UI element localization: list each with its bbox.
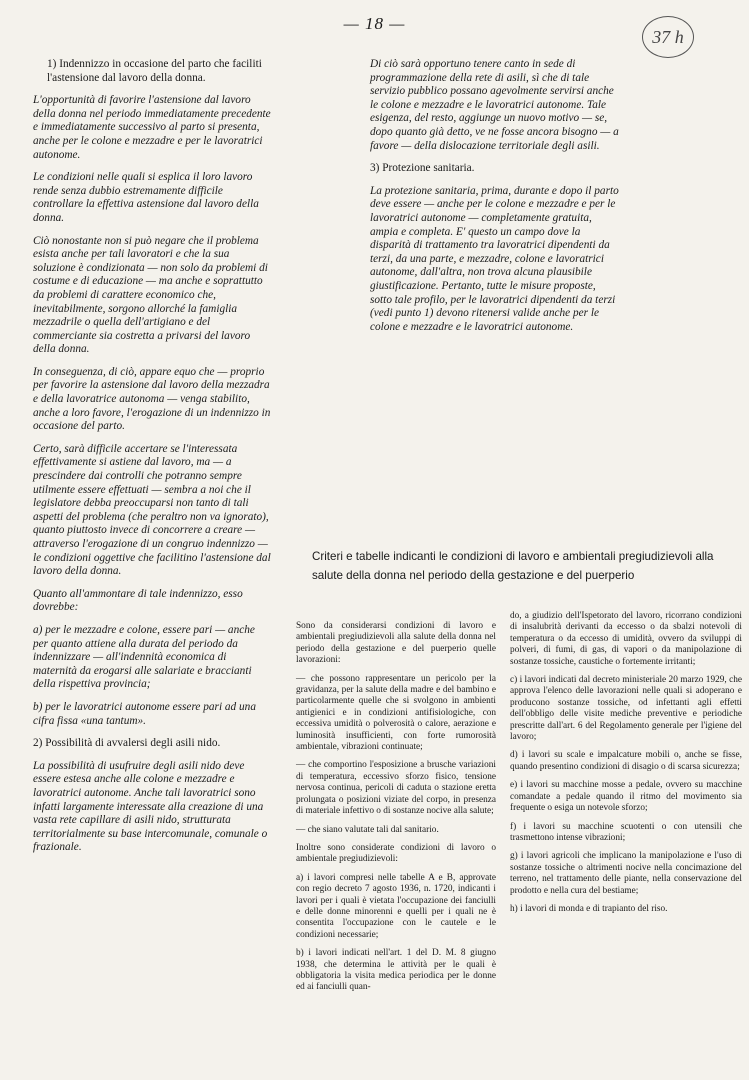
list-item: b) per le lavoratrici autonome essere pari ad una cifra fissa «una tantum». [33,700,256,727]
annex-item: d) i lavori su scale e impalcature mobili o, anche se fisse, quando presentino condizioni di disagio o di scarsa sicurezza; [510,750,742,772]
annex-item: h) i lavori di monda e di trapianto del riso. [510,903,668,914]
annex-paragraph: — che siano valutate tali dal sanitario. [296,824,439,835]
section-1-heading: 1) Indennizzo in occasione del parto che faciliti l'astensione dal lavoro della donna. [47,58,262,84]
right-column [370,58,620,343]
left-column [33,58,271,864]
annex-title: Criteri e tabelle indicanti le condizioni di lavoro e ambientali pregiudizievoli alla salute della donna nel periodo della gestazione e del puerperio [312,550,714,582]
archive-stamp: 37 h [642,16,694,58]
annex-paragraph: Inoltre sono considerate condizioni di lavoro o ambientale pregiudizievoli: [296,842,496,865]
annex-column-left [296,621,496,1001]
paragraph: Certo, sarà difficile accertare se l'interessata effettivamente si astiene dal lavoro, ma — a prescindere dai controlli che potranno sempre utilmente essere effettuati — sembra a noi che il legislatore debba preoccuparsi non tanto di tali aspetti del problema (che peraltro non va ignorato), quanto piuttosto invece di concorrere a creare — attraverso l'erogazione di un congruo indennizzo — le condizioni oggettive che facilitino l'astensione dal lavoro della donna. [33,442,271,578]
annex-item: a) i lavori compresi nelle tabelle A e B, approvate con regio decreto 7 agosto 1936, n. 1720, indicanti i lavori per i quali è vietata l'occupazione dei fanciulli e delle donne minorenni e quelli per i quali ne è consentita l'occupazione con le cautele e le condizioni necessarie; [296,872,496,940]
section-3-heading: 3) Protezione sanitaria. [370,162,475,175]
annex-paragraph: Sono da considerarsi condizioni di lavoro e ambientali pregiudizievoli alla salute della donna nel periodo della gestazione e del puerperio quelle lavorazioni: [296,621,496,666]
paragraph: La protezione sanitaria, prima, durante e dopo il parto deve essere — anche per le colone e mezzadre e per le lavoratrici autonome — completamente gratuita, ampia e completa. E' questo un campo dove la disparità di trattamento tra lavoratrici dipendenti da terzi, da una parte, e mezzadre, colone e lavoratrici autonome, dall'altra, non trova alcuna plausibile giustificazione. Pertanto, tutte le misure proposte, sotto tale profilo, per le lavoratrici dipendenti da terzi (vedi punto 1) devono ritenersi valide anche per le colone e mezzadre e le lavoratrici autonome. [370,184,619,333]
annex-column-right [510,611,742,922]
annex-paragraph: — che comportino l'esposizione a brusche variazioni di temperatura, eccessivo sforzo fisico, tensione nervosa continua, pericoli di caduta o stazione eretta prolungata o posizioni viziate del corpo, in presenza di materiale infettivo o di sostanze nocive alla salute; [296,760,496,817]
section-2-heading: 2) Possibilità di avvalersi degli asili nido. [33,737,221,750]
page-number: — 18 — [343,14,406,33]
list-item: a) per le mezzadre e colone, essere pari — anche per quanto attiene alla durata del periodo da indennizzare — all'indennità economica di maternità da erogarsi alle salariate e braccianti della rispettiva provincia; [33,623,255,691]
paragraph: Di ciò sarà opportuno tenere canto in sede di programmazione della rete di asili, sì che di tale servizio pubblico possano agevolmente servirsi anche le colone e mezzadre e le lavoratrici autonome. Tale esigenza, del resto, aggiunge un nuovo motivo — se, dopo quanto già detto, ve ne fosse ancora bisogno — a favore — della dislocazione territoriale degli asili. [370,58,619,152]
annex-item: c) i lavori indicati dal decreto ministeriale 20 marzo 1929, che approva l'elenco delle lavorazioni nelle quali si adoperano e producono sostanze tossiche, od infettanti agli effetti dell'obbligo delle visite mediche preventive e periodiche prescritte dall'art. 6 del Regolamento generale per l'igiene del lavoro; [510,675,742,743]
paragraph: Le condizioni nelle quali si esplica il loro lavoro rende senza dubbio estremamente difficile controllare la effettiva astensione dal lavoro della donna. [33,171,259,224]
paragraph: L'opportunità di favorire l'astensione dal lavoro della donna nel periodo immediatamente precedente e immediatamente successivo al parto si presenta, anche per le colone e mezzadre e per le lavoratrici autonome. [33,94,271,161]
paragraph: Quanto all'ammontare di tale indennizzo, esso dovrebbe: [33,587,243,614]
paragraph: In conseguenza, di ciò, appare equo che — proprio per favorire la astensione dal lavoro della mezzadra e della lavoratrice autonoma — venga stabilito, anche a loro favore, l'erogazione di un indennizzo in occasione del parto. [33,365,271,433]
annex-item: g) i lavori agricoli che implicano la manipolazione e l'uso di sostanze tossiche o altrimenti nocive nella concimazione del terreno, nel trattamento delle piante, nella conservazione del prodotto e nella cura del bestiame; [510,851,742,896]
annex-item: e) i lavori su macchine mosse a pedale, ovvero su macchine comandate a pedale quando il ritmo del movimento sia frequente o esiga un notevole sforzo; [510,780,742,814]
annex-item: f) i lavori su macchine scuotenti o con utensili che trasmettono intense vibrazioni; [510,821,742,843]
annex-item: do, a giudizio dell'Ispetorato del lavoro, ricorrano condizioni di insalubrità derivanti da eccesso o da sbalzi notevoli di temperatura o da eccesso di umidità, ovvero da sviluppi di polveri, di fumi, di gas, di vapori o da manipolazione di sostanze tossiche, caustiche o fortemente irritanti; [510,611,742,667]
annex-paragraph: — che possono rappresentare un pericolo per la gravidanza, per la salute della madre e del bambino e particolarmente quelle che si svolgono in ambienti antigienici e in condizioni antifisiologiche, con eccessiva umidità o polverosità o calore, aerazione e luminosità insufficienti, con forte rumorosità ambientale, vibrazioni continuate; [296,673,496,753]
annex-item: b) i lavori indicati nell'art. 1 del D. M. 8 giugno 1938, che determina le attività per le quali è obbligatoria la visita medica periodica per le donne ed ai fanciulli quan- [296,948,496,993]
paragraph: Ciò nonostante non si può negare che il problema esista anche per tali lavoratori e che la sua soluzione è condizionata — non solo da problemi di costume e di educazione — ma anche e soprattutto da problemi di carattere economico che, inevitabilmente, sorgono allorché la famiglia mezzadrile o quella dell'artigiano e del commerciante sia costretta a privarsi del lavoro della donna. [33,234,268,356]
paragraph: La possibilità di usufruire degli asili nido deve essere estesa anche alle colone e mezzadre e lavoratrici autonome. Anche tali lavoratrici sono infatti largamente interessate alla creazione di una vasta rete capillare di asili nido, strutturata territorialmente su base intercomunale, comunale o frazionale. [33,759,268,854]
